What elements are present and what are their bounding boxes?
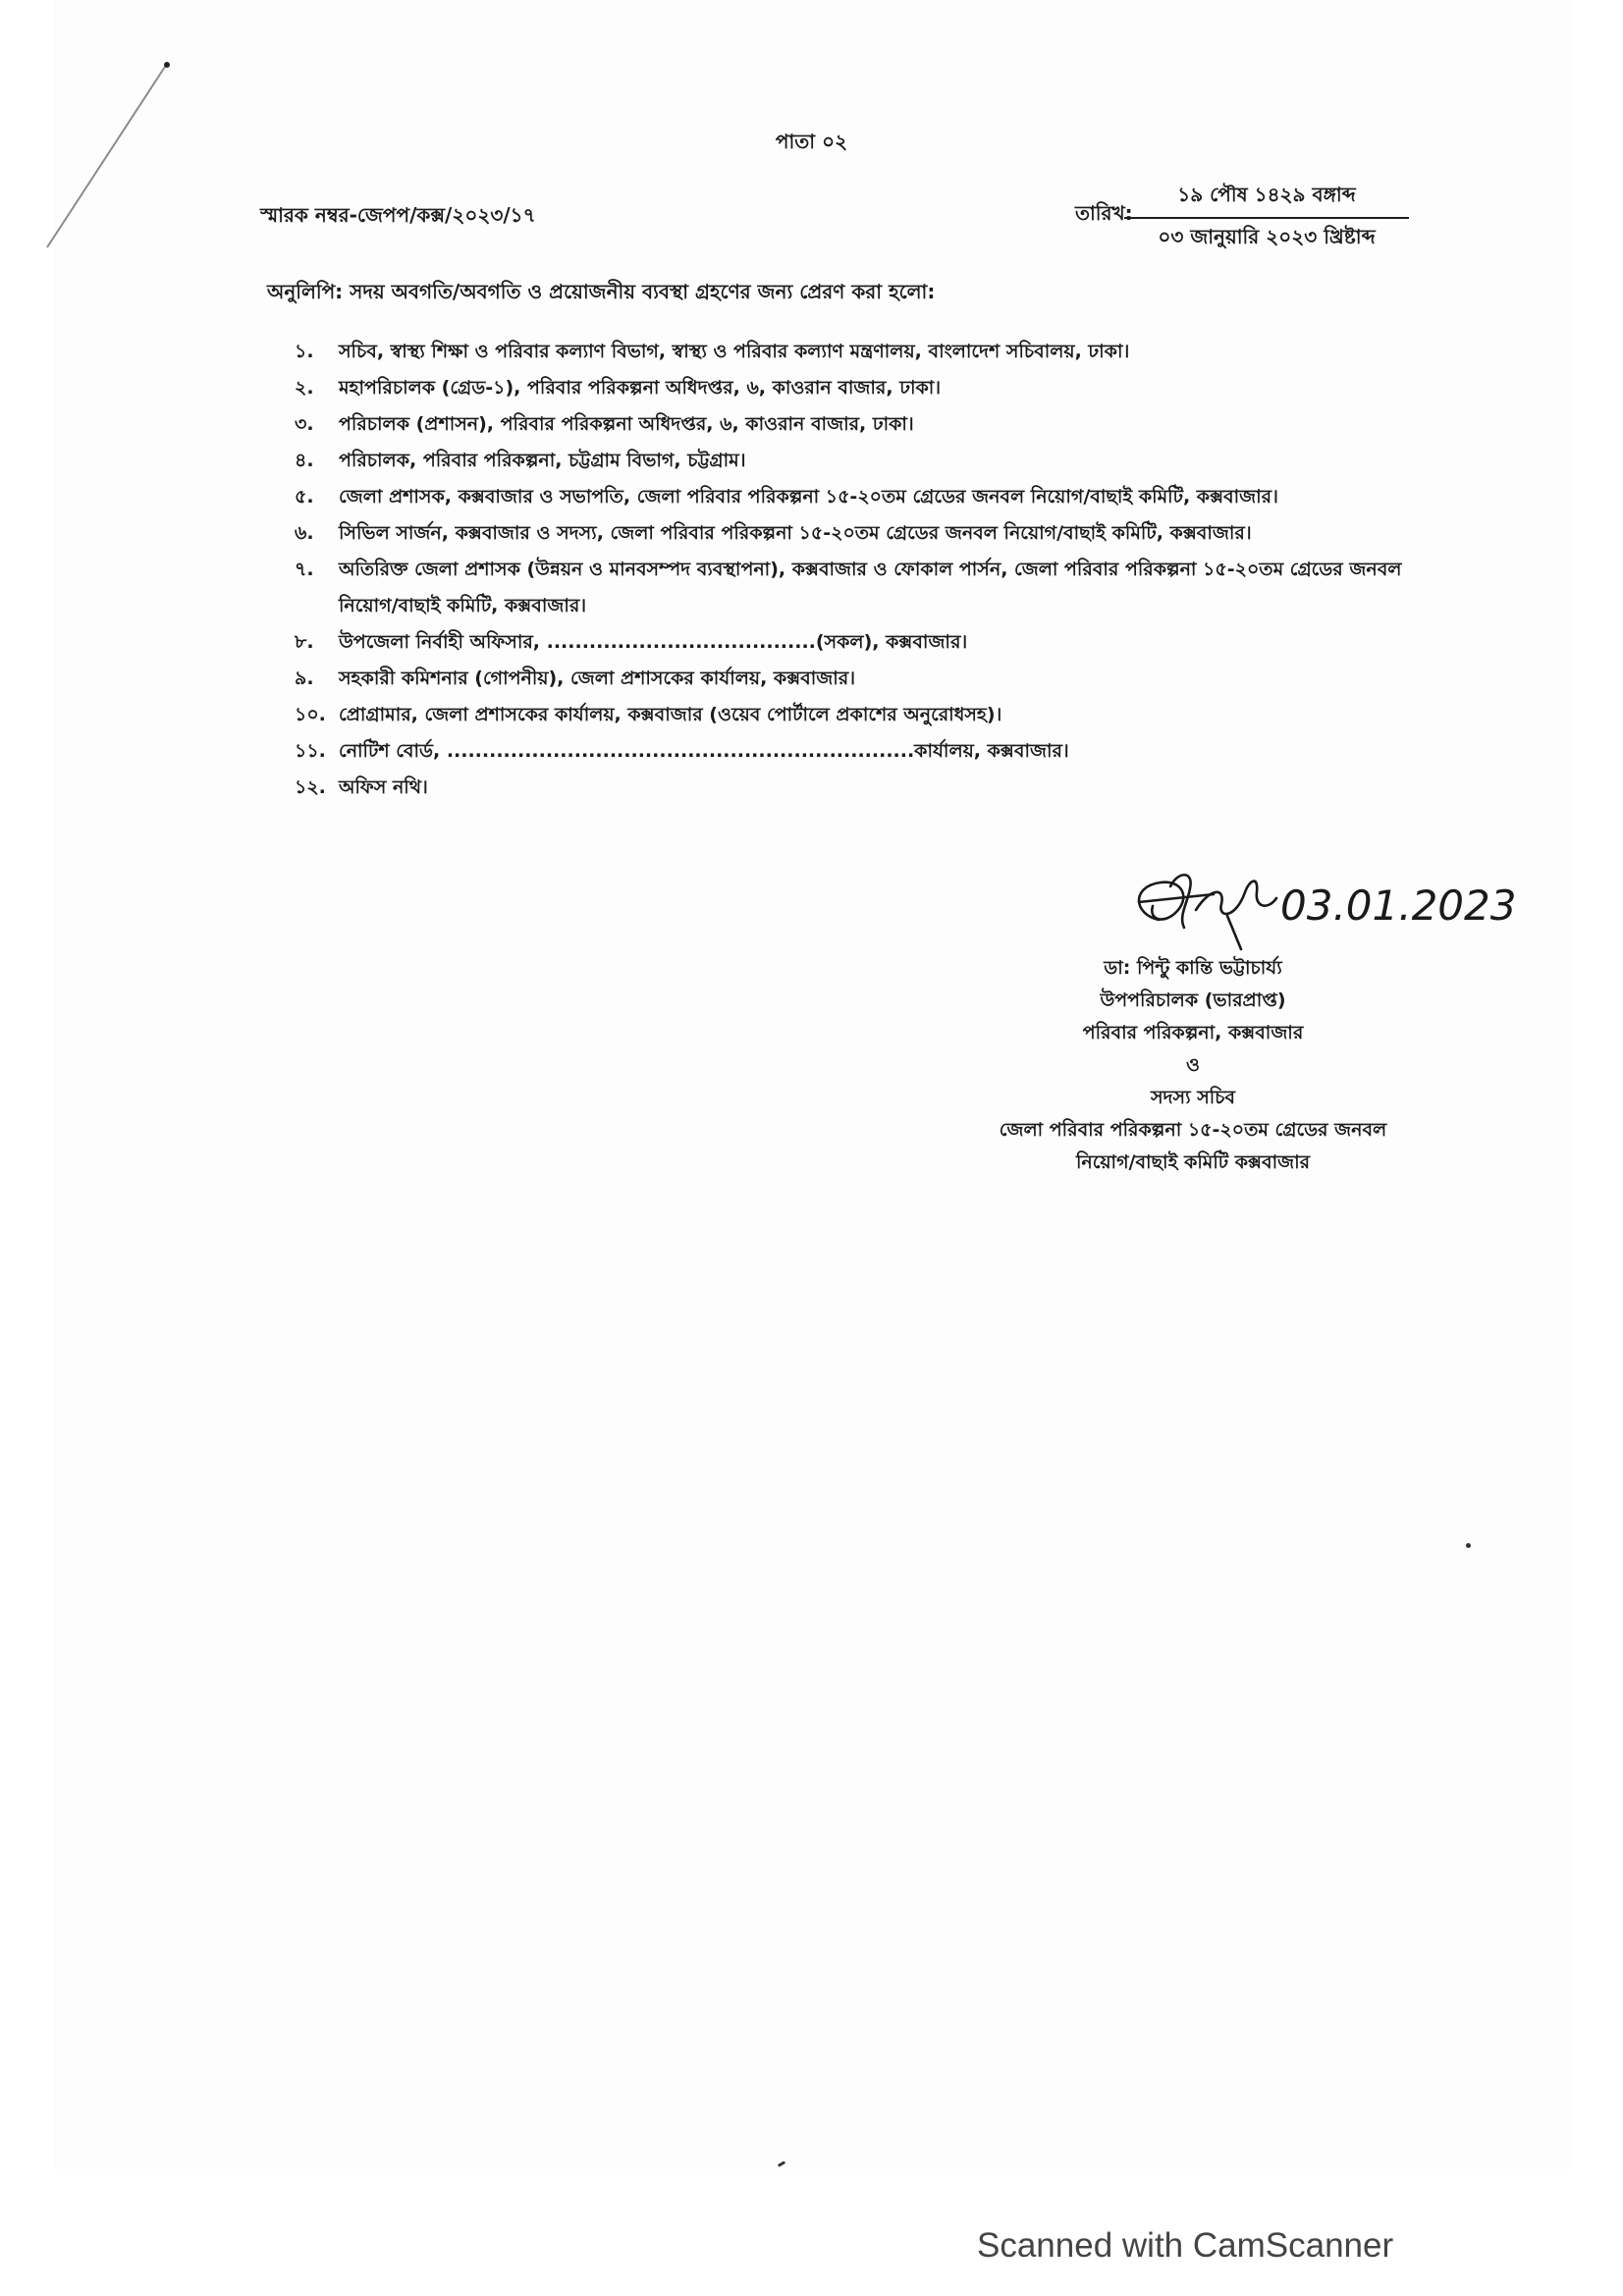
list-item xyxy=(295,733,1434,770)
date-bengali: ১৯ পৌষ ১৪২৯ বঙ্গাব্দ xyxy=(1124,181,1409,219)
date-label: তারিখ: xyxy=(1075,201,1133,225)
item-number: ২. xyxy=(295,377,314,399)
cc-intro: অনুলিপি: সদয় অবগতি/অবগতি ও প্রয়োজনীয় ব্যবস্থা গ্রহণের জন্য প্রেরণ করা হলো: xyxy=(267,280,936,303)
signatory-office: পরিবার পরিকল্পনা, কক্সবাজার xyxy=(1082,1022,1304,1043)
item-text: নোটিশ বোর্ড, ..................................................................কার্যালয়, কক্সবাজার। xyxy=(339,740,1069,762)
recipient-list xyxy=(295,334,1434,806)
list-item xyxy=(295,770,1434,806)
list-item xyxy=(295,624,1434,661)
page-number: পাতা ০২ xyxy=(775,130,848,153)
memo-number: স্মারক নম্বর-জেপপ/কক্স/২০২৩/১৭ xyxy=(260,203,536,227)
item-text: উপজেলা নির্বাহী অফিসার, ......................................(সকল), কক্সবাজার। xyxy=(339,631,968,653)
list-item xyxy=(295,443,1434,479)
list-item xyxy=(295,479,1434,515)
signature-date: 03.01.2023 xyxy=(1280,881,1517,930)
list-item xyxy=(295,334,1434,370)
item-number: ১. xyxy=(295,341,314,362)
list-item xyxy=(295,515,1434,552)
item-number: ৩. xyxy=(295,413,314,435)
signatory-name: ডা: পিন্টু কান্তি ভট্টাচার্য্য xyxy=(1104,957,1282,979)
item-number: ৮. xyxy=(295,631,314,653)
committee-line-2: নিয়োগ/বাছাই কমিটি কক্সবাজার xyxy=(1075,1151,1311,1173)
item-text: পরিচালক, পরিবার পরিকল্পনা, চট্টগ্রাম বিভাগ, চট্টগ্রাম। xyxy=(339,450,746,471)
item-text: সিভিল সার্জন, কক্সবাজার ও সদস্য, জেলা পরিবার পরিকল্পনা ১৫-২০তম গ্রেডের জনবল নিয়োগ/বাছাই কমিটি, কক্সবাজার। xyxy=(339,522,1252,544)
signatory-conjunction: ও xyxy=(1186,1054,1200,1076)
signatory-block xyxy=(977,952,1409,1179)
signatory-designation: উপপরিচালক (ভারপ্রাপ্ত) xyxy=(1100,989,1286,1011)
list-item xyxy=(295,697,1434,733)
list-item xyxy=(295,370,1434,406)
item-number: ১০. xyxy=(295,704,326,725)
item-text: সহকারী কমিশনার (গোপনীয়), জেলা প্রশাসকের কার্যালয়, কক্সবাজার। xyxy=(339,667,856,689)
list-item xyxy=(295,406,1434,443)
signatory-role: সদস্য সচিব xyxy=(1150,1087,1236,1108)
item-number: ১১. xyxy=(295,740,326,762)
handwritten-signature xyxy=(1119,859,1517,952)
item-number: ৭. xyxy=(295,559,314,580)
date-gregorian: ০৩ জানুয়ারি ২০২৩ খ্রিষ্টাব্দ xyxy=(1158,225,1376,248)
list-item xyxy=(295,661,1434,697)
item-number: ৪. xyxy=(295,450,314,471)
committee-line-1: জেলা পরিবার পরিকল্পনা ১৫-২০তম গ্রেডের জনবল xyxy=(999,1119,1387,1141)
item-text: প্রোগ্রামার, জেলা প্রশাসকের কার্যালয়, কক্সবাজার (ওয়েব পোর্টালে প্রকাশের অনুরোধসহ)। xyxy=(339,704,1002,725)
scan-speck xyxy=(1466,1543,1471,1548)
item-text: সচিব, স্বাস্থ্য শিক্ষা ও পরিবার কল্যাণ বিভাগ, স্বাস্থ্য ও পরিবার কল্যাণ মন্ত্রণালয়, বাংলাদেশ সচিবালয়, ঢাকা। xyxy=(339,341,1130,362)
list-item xyxy=(295,552,1434,624)
item-text: অতিরিক্ত জেলা প্রশাসক (উন্নয়ন ও মানবসম্পদ ব্যবস্থাপনা), কক্সবাজার ও ফোকাল পার্সন, জেলা পরিবার পরিকল্পনা ১৫-২০তম গ্রেডের জনবল নিয়োগ/বাছাই কমিটি, কক্সবাজার। xyxy=(339,559,1402,616)
item-text: জেলা প্রশাসক, কক্সবাজার ও সভাপতি, জেলা পরিবার পরিকল্পনা ১৫-২০তম গ্রেডের জনবল নিয়োগ/বাছাই কমিটি, কক্সবাজার। xyxy=(339,486,1278,507)
item-number: ১২. xyxy=(295,776,326,798)
date-block xyxy=(1124,181,1409,255)
item-text: মহাপরিচালক (গ্রেড-১), পরিবার পরিকল্পনা অধিদপ্তর, ৬, কাওরান বাজার, ঢাকা। xyxy=(339,377,942,399)
item-text: অফিস নথি। xyxy=(339,776,428,798)
item-number: ৫. xyxy=(295,486,314,507)
camscanner-watermark: Scanned with CamScanner xyxy=(977,2226,1394,2265)
item-text: পরিচালক (প্রশাসন), পরিবার পরিকল্পনা অধিদপ্তর, ৬, কাওরান বাজার, ঢাকা। xyxy=(339,413,914,435)
item-number: ৬. xyxy=(295,522,314,544)
item-number: ৯. xyxy=(295,667,314,689)
